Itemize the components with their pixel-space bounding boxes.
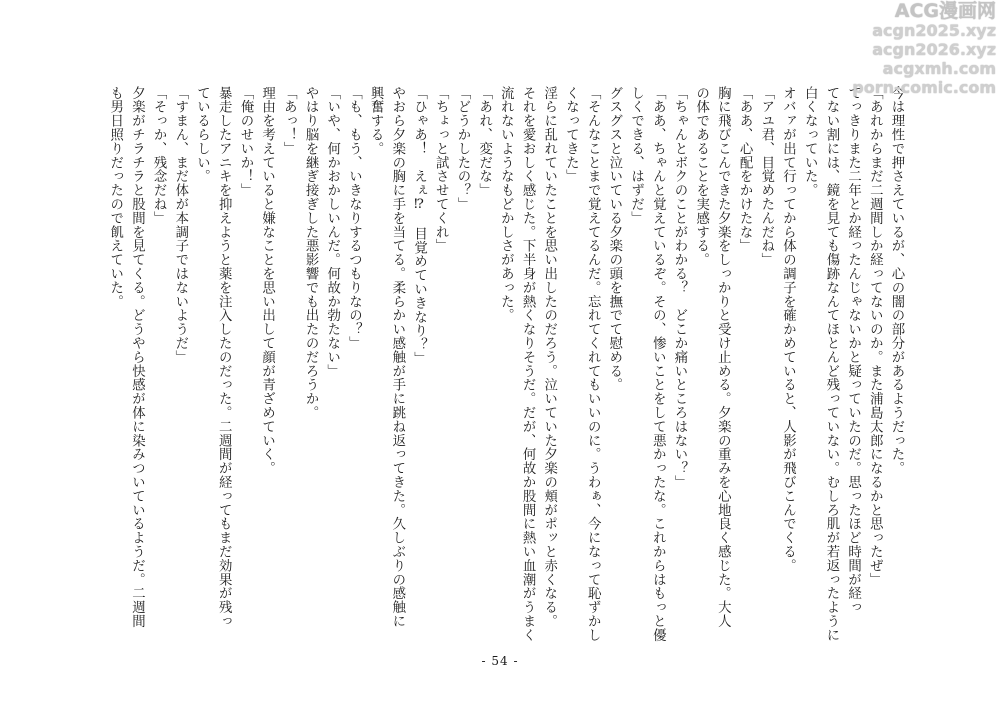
text-line: それを愛おしく感じた。下半身が熱くなりそうだ。だが、何故か股間に熱い血潮がうまく	[520, 86, 536, 642]
watermark-url: porn-comic.com	[852, 78, 996, 97]
text-line: 「そんなことまで覚えてるんだ。忘れてくれてもいいのに。うわぁ、今になって恥ずかし	[585, 86, 601, 642]
text-line: 「俺のせいか！」	[237, 86, 253, 198]
watermark-url: acgxmh.com	[882, 59, 996, 78]
text-line: グスグスと泣いている夕楽の頭を撫でて慰める。	[606, 86, 622, 392]
text-line: 「そっか、残念だね」	[151, 86, 167, 225]
text-line: 「どうかしたの？」	[454, 86, 470, 212]
text-line: てっきりまた二年とか経ったんじゃないかと疑っていたのだ。思ったほど時間が経っ	[845, 86, 861, 615]
text-line: 「あれからまだ二週間しか経ってないのか。また浦島太郎になるかと思ったぜ」	[867, 86, 883, 587]
text-line: も男日照りだったので飢えていた。	[107, 86, 123, 309]
text-line: やはり脳を継ぎ接ぎした悪影響でも出たのだろうか。	[303, 86, 319, 420]
site-watermark	[842, 2, 996, 100]
text-line: やおら夕楽の胸に手を当てる。柔らかい感触が手に跳ね返ってきた。久しぶりの感触に	[389, 86, 405, 629]
watermark-title: ACG漫画网	[894, 0, 996, 22]
text-line: オバァが出て行ってから体の調子を確かめていると、人影が飛びこんでくる。	[780, 86, 796, 573]
text-line: 淫らに乱れていたことを思い出したのだろう。泣いていた夕楽の頬がポッと赤くなる。	[541, 86, 557, 629]
text-line: 「も、もう、いきなりするつもりなの？」	[346, 86, 362, 351]
text-line: くなってきた」	[563, 86, 579, 184]
text-line: の体であることを実感する。	[693, 86, 709, 267]
text-line: 胸に飛びこんできた夕楽をしっかりと受け止める。夕楽の重みを心地良く感じた。大人	[715, 86, 731, 629]
text-line: 「ひゃあ！ えぇ⁉ 目覚めていきなり？」	[411, 86, 427, 366]
text-line: しくできる、はずだ」	[628, 86, 644, 225]
text-line: 「ああ、ちゃんと覚えているぞ。その、惨いことをして悪かったな。これからはもっと優	[650, 86, 666, 642]
text-line: 「アユ君、目覚めたんだね」	[758, 86, 774, 267]
text-line: 夕楽がチラチラと股間を見てくる。どうやら快感が体に染みついているようだ。二週間	[129, 86, 145, 629]
vertical-text-body	[107, 86, 907, 646]
text-line: 流れないようなもどかしさがあった。	[498, 86, 514, 323]
text-line: 「あれ、変だな」	[476, 86, 492, 198]
text-line: 「ちゃんとボクのことがわかる？ どこか痛いところはない？」	[671, 86, 687, 490]
text-line: 「ちょっと試させてくれ」	[433, 86, 449, 253]
text-line: 「いや、何かおかしいんだ。何故か勃たない」	[324, 86, 340, 378]
watermark-url: acgn2025.xyz	[872, 21, 996, 40]
text-line: てない割には、鏡を見ても傷跡なんてほとんど残っていない。むしろ肌が若返ったように	[823, 86, 839, 642]
text-line: 「ああ、心配をかけたな」	[737, 86, 753, 253]
text-line: 「あっ！」	[281, 86, 297, 156]
page-number: - 54 -	[481, 654, 519, 668]
watermark-url: acgn2026.xyz	[872, 40, 996, 59]
text-line: 興奮する。	[368, 86, 384, 156]
text-line: 暴走したアニキを抑えようと薬を注入したのだった。二週間が経ってもまだ効果が残っ	[216, 86, 232, 629]
text-line: 理由を考えていると嫌なことを思い出して顔が青ざめていく。	[259, 86, 275, 476]
text-line: ているらしい。	[194, 86, 210, 184]
text-line: 白くなっていた。	[802, 86, 818, 198]
text-line: 「すまん、まだ体が本調子ではないようだ」	[172, 86, 188, 364]
text-line: 今は理性で押さえているが、心の闇の部分があるようだった。	[889, 86, 904, 476]
